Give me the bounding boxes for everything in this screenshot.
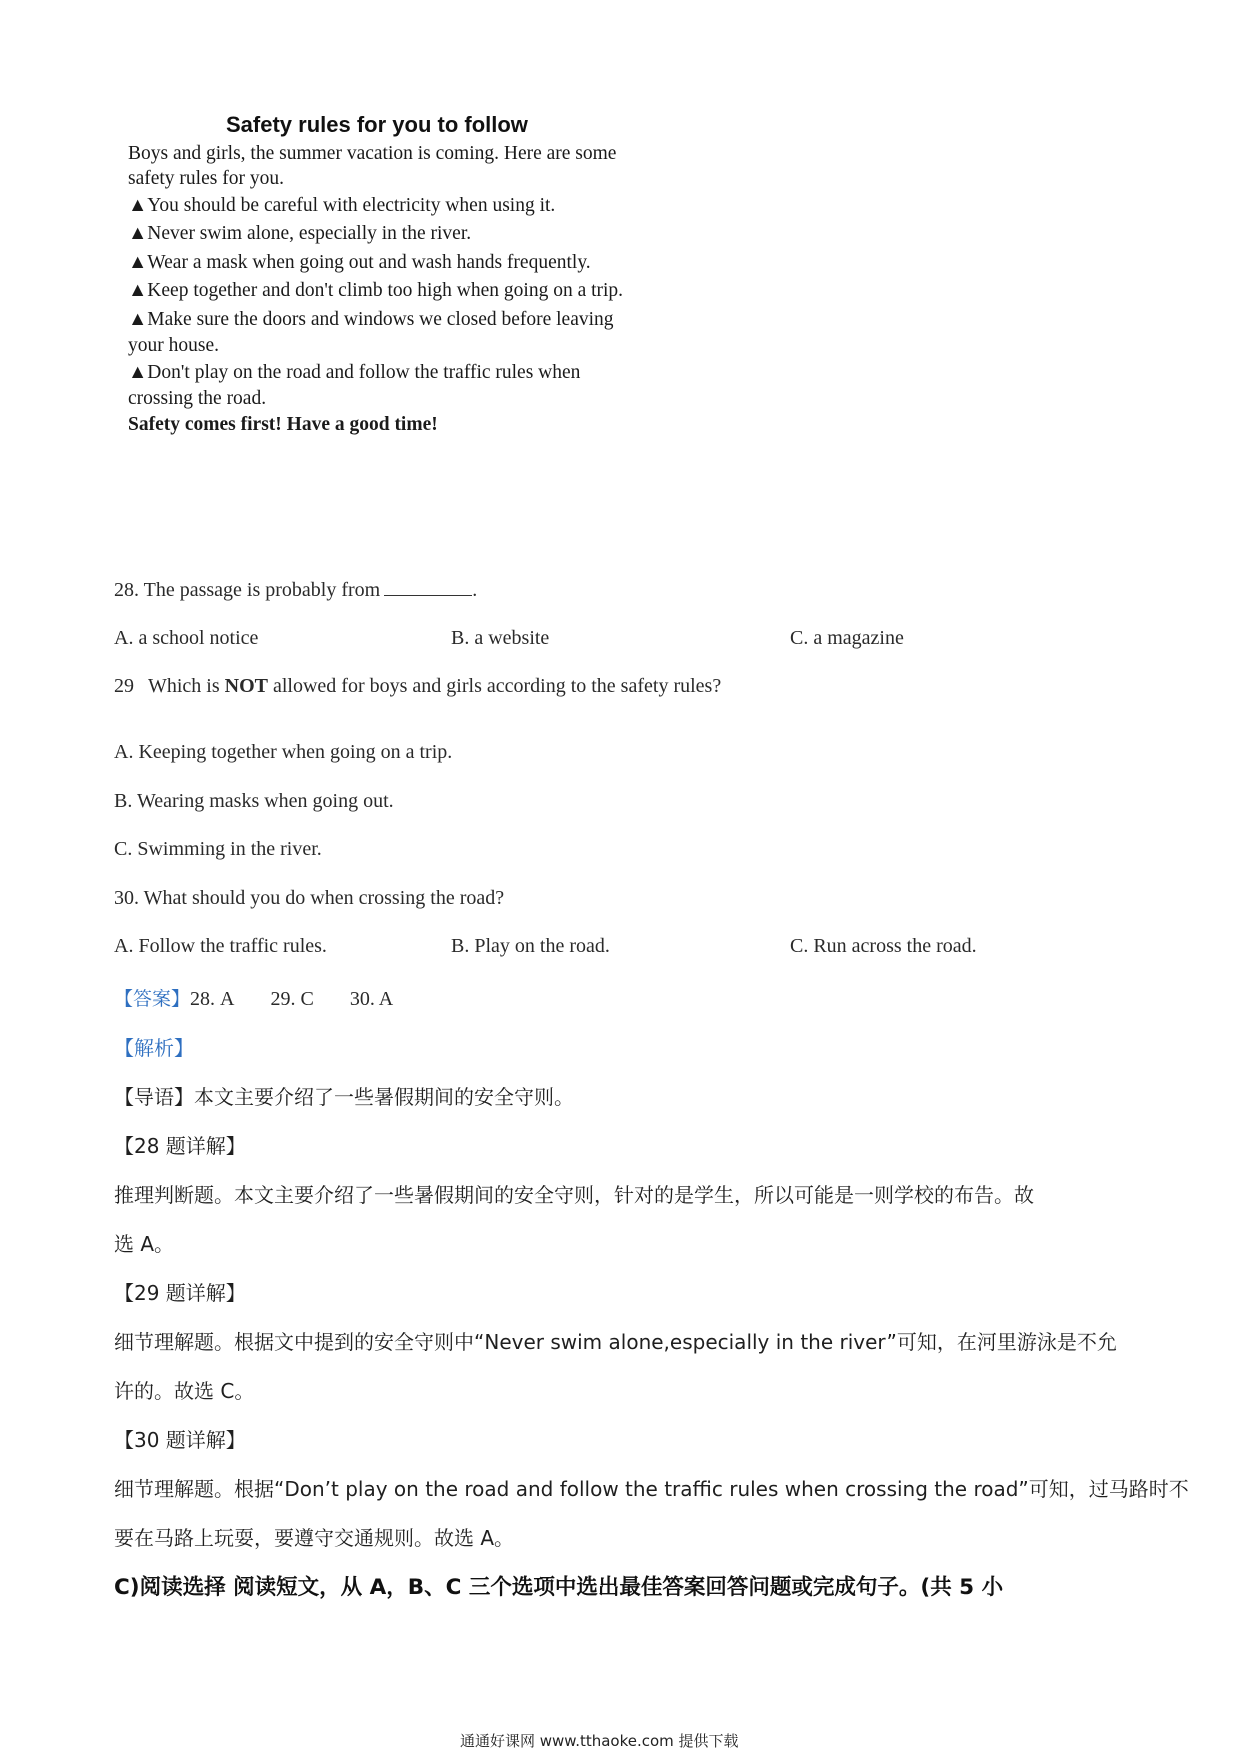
analysis-detail-28-line-2: 选 A。 (114, 1232, 175, 1256)
question-30-stem: 30. What should you do when crossing the road? (114, 887, 505, 909)
question-29-stem-post: allowed for boys and girls according to the safety rules? (268, 675, 722, 697)
analysis-heading-29: 【29 题详解】 (114, 1281, 246, 1305)
analysis-detail-29-line-2: 许的。故选 C。 (114, 1379, 255, 1403)
notice-rule-5b: your house. (128, 335, 219, 356)
notice-intro-line-2: safety rules for you. (128, 168, 284, 189)
analysis-heading-28: 【28 题详解】 (114, 1134, 246, 1158)
answer-29: 29. C (270, 988, 314, 1010)
notice-rule-6b: crossing the road. (128, 388, 267, 409)
analysis-heading-30: 【30 题详解】 (114, 1428, 246, 1452)
question-29-number: 29 (114, 675, 134, 697)
analysis-guide: 【导语】本文主要介绍了一些暑假期间的安全守则。 (114, 1085, 574, 1109)
answer-30: 30. A (349, 988, 394, 1010)
analysis-detail-29-line-1: 细节理解题。根据文中提到的安全守则中“Never swim alone,especially in the river”可知，在河里游泳是不允 (114, 1330, 1117, 1354)
q28-option-a: A. a school notice (114, 627, 259, 649)
question-28 (114, 579, 477, 602)
answer-blank (384, 579, 472, 596)
analysis-detail-30-line-2: 要在马路上玩耍，要遵守交通规则。故选 A。 (114, 1526, 515, 1550)
q28-option-b: B. a website (451, 627, 550, 649)
q29-option-c: C. Swimming in the river. (114, 838, 322, 860)
q29-option-b: B. Wearing masks when going out. (114, 790, 394, 812)
analysis-detail-30-line-1: 细节理解题。根据“Don’t play on the road and follow the traffic rules when crossing the road”可知，过马路时不 (114, 1477, 1189, 1501)
notice-rule-4: ▲Keep together and don't climb too high when going on a trip. (128, 280, 624, 301)
question-28-stem-end: . (472, 579, 478, 601)
notice-closing: Safety comes first! Have a good time! (128, 414, 438, 435)
question-28-stem: 28. The passage is probably from (114, 579, 381, 601)
notice-intro-line-1: Boys and girls, the summer vacation is coming. Here are some (128, 143, 617, 164)
notice-title: Safety rules for you to follow (226, 112, 528, 137)
answer-28: 28. A (190, 988, 235, 1010)
notice-rule-1: ▲You should be careful with electricity when using it. (128, 195, 556, 216)
notice-rule-5a: ▲Make sure the doors and windows we closed before leaving (128, 309, 614, 330)
notice-rule-2: ▲Never swim alone, especially in the river. (128, 223, 472, 244)
question-29-stem-pre: Which is (148, 675, 225, 697)
notice-rule-6a: ▲Don't play on the road and follow the traffic rules when (128, 362, 581, 383)
q30-option-a: A. Follow the traffic rules. (114, 935, 327, 957)
q28-option-c: C. a magazine (790, 627, 904, 649)
question-29 (114, 675, 721, 698)
answer-line (114, 984, 393, 1011)
section-c-heading: C)阅读选择 阅读短文，从 A，B、C 三个选项中选出最佳答案回答问题或完成句子。(共 5 小 (114, 1575, 1004, 1600)
q30-option-c: C. Run across the road. (790, 935, 977, 957)
q29-option-a: A. Keeping together when going on a trip. (114, 741, 453, 763)
page-footer: 通通好课网 www.tthaoke.com 提供下载 (460, 1732, 739, 1750)
answer-tag: 【答案】 (114, 988, 191, 1010)
analysis-tag: 【解析】 (114, 1036, 194, 1060)
analysis-detail-28-line-1: 推理判断题。本文主要介绍了一些暑假期间的安全守则，针对的是学生，所以可能是一则学校的布告。故 (114, 1183, 1034, 1207)
q30-option-b: B. Play on the road. (451, 935, 610, 957)
question-29-emphasis: NOT (224, 675, 268, 697)
notice-rule-3: ▲Wear a mask when going out and wash hands frequently. (128, 252, 591, 273)
